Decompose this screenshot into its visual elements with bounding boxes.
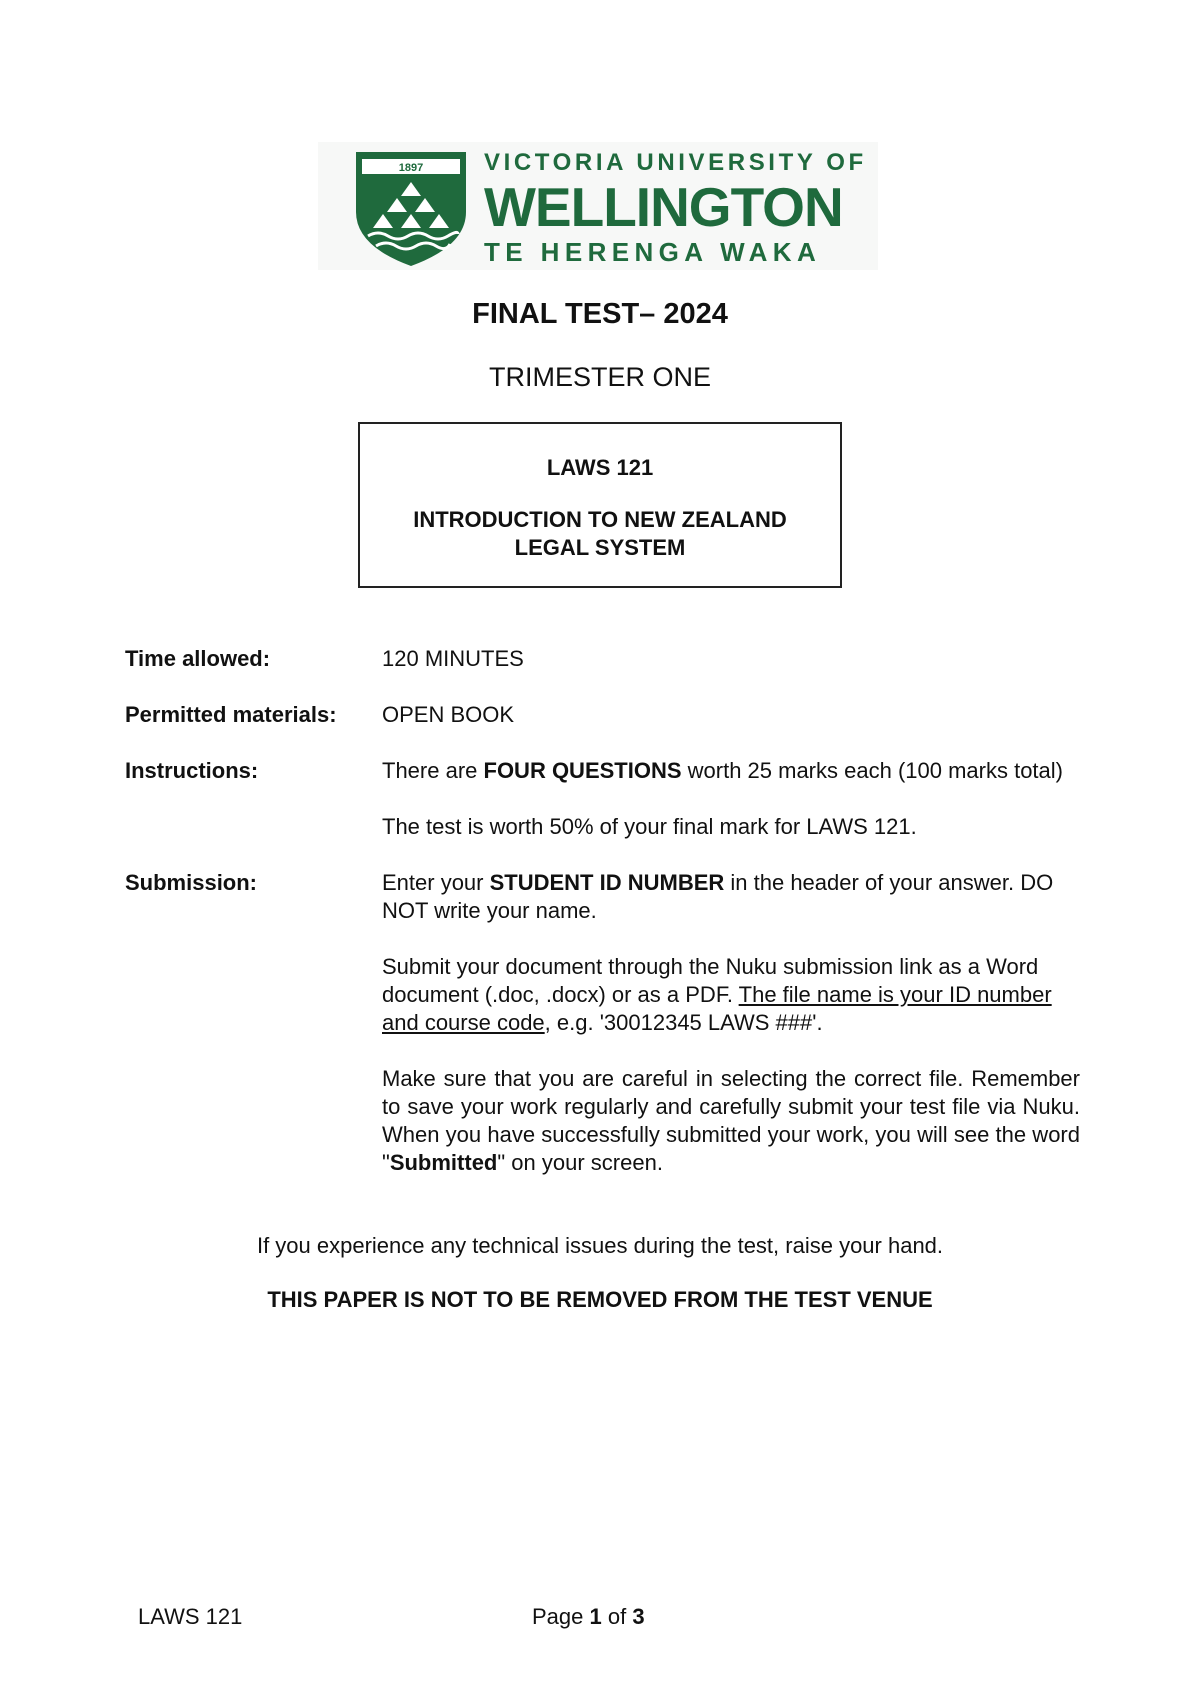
wordmark-line-1: VICTORIA UNIVERSITY OF (484, 149, 867, 176)
test-details (125, 645, 1080, 1177)
question-count: FOUR QUESTIONS (483, 758, 682, 783)
text-run: Enter your (382, 870, 490, 895)
footer-course-code: LAWS 121 (138, 1604, 243, 1629)
time-allowed-row (125, 645, 1080, 673)
footer-page-number (532, 1604, 645, 1630)
instructions-value (382, 757, 1080, 841)
instructions-paragraph-1 (382, 757, 1080, 785)
text-run: " on your screen. (497, 1150, 663, 1175)
student-id-emphasis: STUDENT ID NUMBER (489, 870, 725, 895)
venue-warning: THIS PAPER IS NOT TO BE REMOVED FROM THE TEST VENUE (267, 1287, 933, 1312)
page-total: 3 (632, 1604, 645, 1629)
submission-value (382, 869, 1080, 1177)
test-title: FINAL TEST– 2024 (472, 298, 728, 330)
university-wordmark (484, 148, 867, 267)
wordmark-line-2: WELLINGTON (484, 176, 843, 238)
file-name-rule: The file name is your ID number and course code (382, 982, 1052, 1035)
wordmark-line-3: TE HERENGA WAKA (484, 237, 822, 267)
trimester-label: TRIMESTER ONE (488, 362, 711, 392)
instructions-paragraph-2: The test is worth 50% of your final mark for LAWS 121. (382, 814, 917, 839)
text-run: There are (382, 758, 484, 783)
course-box (358, 422, 842, 588)
page-current: 1 (589, 1604, 602, 1629)
svg-text:1897: 1897 (398, 162, 424, 174)
text-run: Make sure that you are careful in selecting the correct file. Remember to save your work regularly and carefully submit your test file via Nuku. When you have successfully submitted your work, you will see the word " (382, 1066, 1080, 1175)
submission-paragraph-1 (382, 869, 1080, 925)
text-run: , e.g. '30012345 LAWS ###'. (544, 1010, 823, 1035)
course-name: INTRODUCTION TO NEW ZEALAND LEGAL SYSTEM (413, 507, 787, 560)
technical-issues-note: If you experience any technical issues during the test, raise your hand. (256, 1233, 944, 1258)
text-run: worth 25 marks each (100 marks total) (681, 758, 1063, 783)
submission-label: Submission: (125, 870, 258, 895)
permitted-materials-row (125, 701, 1080, 729)
submission-paragraph-3 (382, 1065, 1080, 1177)
time-allowed-value: 120 MINUTES (382, 646, 524, 671)
permitted-materials-value: OPEN BOOK (382, 702, 515, 727)
instructions-label: Instructions: (125, 758, 259, 783)
course-code: LAWS 121 (546, 455, 654, 480)
text-run: in the header of your answer. DO NOT write your name. (382, 870, 1054, 923)
text-run: Submit your document through the Nuku submission link as a Word document (.doc, .docx) or as a PDF. (382, 954, 1039, 1007)
page-word: Page (532, 1604, 590, 1629)
university-crest-icon (354, 150, 468, 268)
page-of: of (601, 1604, 633, 1629)
university-logo (318, 142, 878, 270)
instructions-row (125, 757, 1080, 841)
submission-paragraph-2 (382, 953, 1080, 1037)
permitted-materials-label: Permitted materials: (125, 702, 337, 727)
submitted-emphasis: Submitted (389, 1150, 498, 1175)
submission-row (125, 869, 1080, 1177)
time-allowed-label: Time allowed: (125, 646, 271, 671)
